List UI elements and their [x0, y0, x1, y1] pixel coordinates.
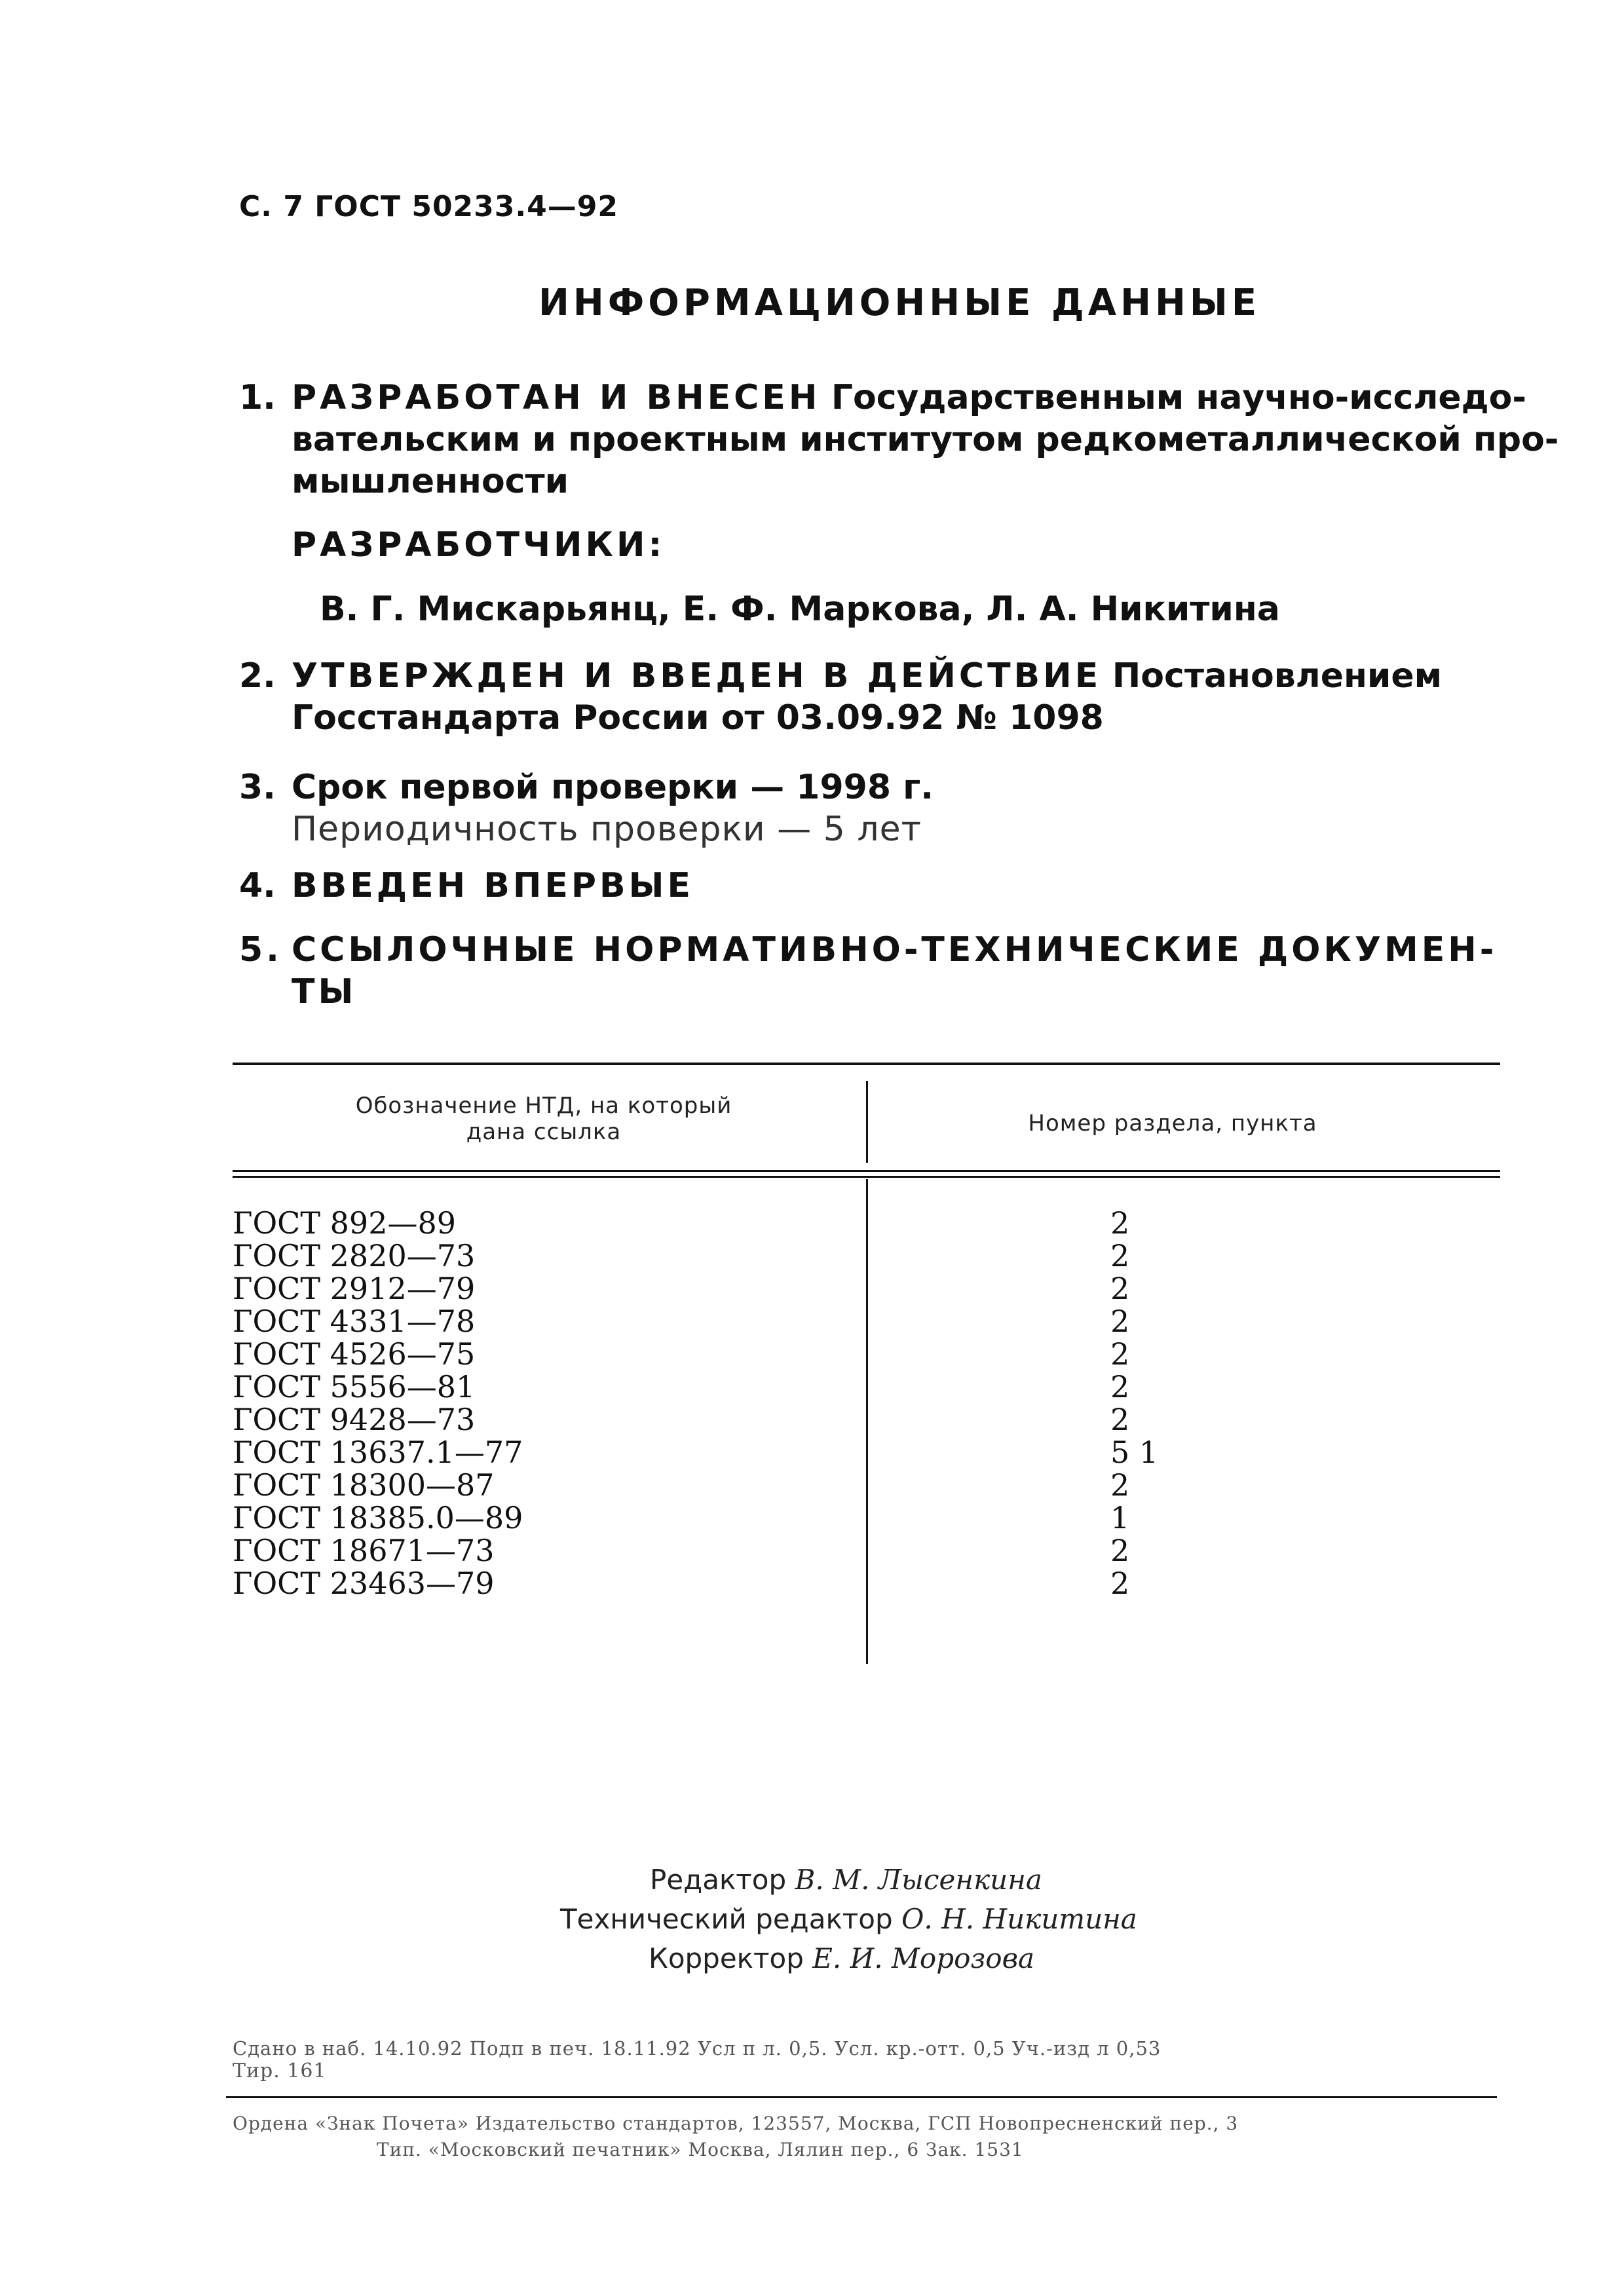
- item-4-caps: ВВЕДЕН ВПЕРВЫЕ: [292, 866, 694, 905]
- editor-credit: [650, 1864, 1042, 1896]
- item-1-line3: мышленности: [292, 462, 569, 501]
- item-3: [239, 766, 934, 850]
- table-row-designation: ГОСТ 892—89: [233, 1205, 457, 1241]
- table-row-designation: ГОСТ 18300—87: [233, 1467, 495, 1503]
- table-row-section: 2: [1110, 1304, 1130, 1339]
- imprint-line-4: Тип. «Московский печатник» Москва, Лялин пер., 6 Зак. 1531: [377, 2139, 1024, 2160]
- table-row-designation: ГОСТ 4331—78: [233, 1304, 476, 1339]
- table-row-designation: ГОСТ 13637.1—77: [233, 1435, 523, 1470]
- table-row-designation: ГОСТ 4526—75: [233, 1336, 476, 1372]
- table-header-section: Номер раздела, пункта: [1028, 1110, 1317, 1137]
- corrector-credit: [649, 1942, 1034, 1975]
- item-5-line2: ТЫ: [292, 972, 357, 1011]
- item-1-line1: Государственным научно-исследо-: [831, 378, 1526, 417]
- item-1-line2: вательским и проектным институтом редкометаллической про-: [292, 420, 1559, 459]
- tech-editor-credit: [560, 1903, 1137, 1936]
- table-row-section: 2: [1110, 1533, 1130, 1568]
- item-3-number: 3.: [239, 768, 276, 807]
- table-column-divider-header: [866, 1081, 868, 1163]
- table-row-designation: ГОСТ 18385.0—89: [233, 1500, 523, 1535]
- corrector-name: Е. И. Морозова: [812, 1942, 1035, 1974]
- table-row-section: 5 1: [1110, 1435, 1159, 1470]
- item-1-number: 1.: [239, 378, 276, 417]
- tech-editor-name: О. Н. Никитина: [901, 1903, 1137, 1935]
- table-row-designation: ГОСТ 5556—81: [233, 1369, 476, 1404]
- item-2-line2: Госстандарта России от 03.09.92 № 1098: [292, 698, 1104, 738]
- item-2-number: 2.: [239, 656, 276, 696]
- imprint-line-1: Сдано в наб. 14.10.92 Подп в печ. 18.11.92 Усл п л. 0,5. Усл. кр.-отт. 0,5 Уч.-изд л 0,53: [233, 2037, 1161, 2060]
- table-top-rule: [233, 1063, 1500, 1065]
- item-2-caps: УТВЕРЖДЕН И ВВЕДЕН В ДЕЙСТВИЕ: [292, 656, 1102, 696]
- table-row-section: 2: [1110, 1205, 1130, 1241]
- corrector-label: Корректор: [649, 1942, 804, 1974]
- item-2: [239, 655, 1442, 739]
- table-row-section: 2: [1110, 1336, 1130, 1372]
- item-3-line2: Периодичность проверки — 5 лет: [292, 810, 922, 849]
- table-row-section: 2: [1110, 1271, 1130, 1306]
- table-row-section: 2: [1110, 1467, 1130, 1503]
- table-row-designation: ГОСТ 2912—79: [233, 1271, 476, 1306]
- item-3-line1: Срок первой проверки — 1998 г.: [292, 768, 934, 807]
- developers-names: В. Г. Мискарьянц, Е. Ф. Маркова, Л. А. Никитина: [320, 590, 1280, 629]
- table-row-designation: ГОСТ 2820—73: [233, 1238, 476, 1273]
- table-header-rule-2: [233, 1176, 1500, 1178]
- item-5-line1: ССЫЛОЧНЫЕ НОРМАТИВНО-ТЕХНИЧЕСКИЕ ДОКУМЕН-: [292, 930, 1498, 969]
- table-header-designation: [249, 1093, 839, 1145]
- editor-name: В. М. Лысенкина: [795, 1864, 1042, 1896]
- imprint-rule: [226, 2096, 1497, 2098]
- item-5-number: 5.: [239, 930, 282, 969]
- table-row-designation: ГОСТ 9428—73: [233, 1402, 476, 1437]
- table-row-section: 2: [1110, 1238, 1130, 1273]
- imprint-line-2: Тир. 161: [233, 2060, 327, 2082]
- table-row-designation: ГОСТ 23463—79: [233, 1566, 495, 1601]
- item-2-line1: Постановлением: [1112, 656, 1443, 696]
- item-1: [239, 377, 1558, 502]
- table-column-divider-body: [866, 1179, 868, 1664]
- item-4-number: 4.: [239, 866, 276, 905]
- table-header-rule-1: [233, 1170, 1500, 1172]
- item-4: [239, 865, 694, 907]
- table-row-section: 1: [1110, 1500, 1130, 1535]
- developers-heading: РАЗРАБОТЧИКИ:: [292, 525, 666, 565]
- table-row-section: 2: [1110, 1566, 1130, 1601]
- imprint-line-3: Ордена «Знак Почета» Издательство стандартов, 123557, Москва, ГСП Новопресненский пер., 3: [233, 2113, 1239, 2134]
- table-row-designation: ГОСТ 18671—73: [233, 1533, 495, 1568]
- tech-editor-label: Технический редактор: [560, 1903, 893, 1935]
- page-header: С. 7 ГОСТ 50233.4—92: [239, 190, 618, 223]
- document-title: ИНФОРМАЦИОННЫЕ ДАННЫЕ: [538, 282, 1261, 324]
- table-header-designation-line2: дана ссылка: [466, 1119, 622, 1145]
- table-header-designation-line1: Обозначение НТД, на который: [355, 1093, 732, 1119]
- table-row-section: 2: [1110, 1369, 1130, 1404]
- item-1-caps: РАЗРАБОТАН И ВНЕСЕН: [292, 378, 821, 417]
- item-5: [239, 929, 1497, 1013]
- table-row-section: 2: [1110, 1402, 1130, 1437]
- editor-label: Редактор: [650, 1864, 787, 1896]
